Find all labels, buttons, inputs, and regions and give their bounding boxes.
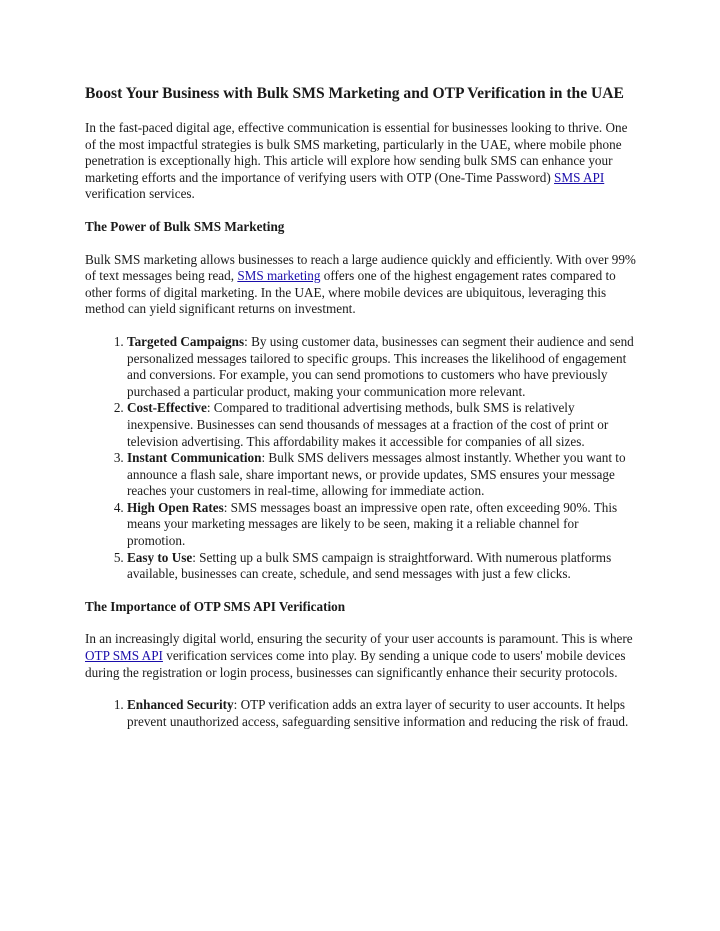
- list-item-term: Easy to Use: [127, 549, 193, 565]
- intro-paragraph: [85, 120, 637, 203]
- list-item: [127, 697, 637, 730]
- list-item: [127, 334, 637, 400]
- benefits-list: [85, 334, 637, 583]
- section1-paragraph: [85, 252, 637, 318]
- list-item-term: High Open Rates: [127, 499, 224, 515]
- section1-text: Bulk SMS marketing allows businesses to reach a large audience quickly and efficiently. With over 99% of text messages being read,: [85, 251, 636, 284]
- list-item-term: Enhanced Security: [127, 697, 234, 713]
- intro-text: In the fast-paced digital age, effective communication is essential for businesses looking to thrive. One of the most impactful strategies is bulk SMS marketing, particularly in the UAE, where mobile phone penetration is exceptionally high. This article will explore how sending bulk SMS can enhance your marketing efforts and the importance of verifying users with OTP (One-Time Password): [85, 120, 628, 185]
- list-item: [127, 550, 637, 583]
- list-item-term: Targeted Campaigns: [127, 333, 245, 349]
- list-item: [127, 400, 637, 450]
- list-item-text: : By using customer data, businesses can segment their audience and send personalized messages tailored to specific groups. This increases the likelihood of engagement and conversions. For example, you can send promotions to customers who have previously purchased a particular product, making your communication more relevant.: [127, 333, 634, 399]
- document-page: [85, 84, 637, 746]
- list-item-term: Instant Communication: [127, 450, 262, 466]
- sms-api-link[interactable]: SMS API: [554, 169, 605, 185]
- list-item-text: : Setting up a bulk SMS campaign is straightforward. With numerous platforms available, businesses can create, schedule, and send messages with just a few clicks.: [127, 549, 612, 582]
- list-item-text: : Compared to traditional advertising methods, bulk SMS is relatively inexpensive. Businesses can send thousands of messages at a fraction of the cost of print or television advertising. This affordability makes it accessible for companies of all sizes.: [127, 400, 609, 449]
- section-heading-power: The Power of Bulk SMS Marketing: [85, 218, 285, 234]
- sms-marketing-link[interactable]: SMS marketing: [237, 268, 321, 284]
- section2-text-end: verification services come into play. By sending a unique code to users' mobile devices during the registration or login process, businesses can significantly enhance their security protocols.: [85, 648, 626, 680]
- list-item-text: : SMS messages boast an impressive open rate, often exceeding 90%. This means your marketing messages are likely to be seen, making it a reliable channel for promotion.: [127, 499, 618, 549]
- section-heading-otp: The Importance of OTP SMS API Verification: [85, 598, 346, 614]
- section1-text-end: offers one of the highest engagement rates compared to other forms of digital marketing. In the UAE, where mobile devices are ubiquitous, leveraging this method can yield significant returns on investment.: [85, 268, 616, 317]
- list-item-text: : OTP verification adds an extra layer of security to user accounts. It helps prevent unauthorized access, safeguarding sensitive information and reducing the risk of fraud.: [127, 697, 629, 729]
- list-item: [127, 500, 637, 550]
- list-item-term: Cost-Effective: [127, 400, 207, 416]
- list-item-text: : Bulk SMS delivers messages almost instantly. Whether you want to announce a flash sale, share important news, or provide updates, SMS ensures your message reaches your customers in real-time, allowing for immediate action.: [127, 450, 626, 499]
- section2-paragraph: [85, 631, 637, 681]
- otp-benefits-list: [85, 697, 637, 730]
- list-item: [127, 450, 637, 500]
- section2-text: In an increasingly digital world, ensuring the security of your user accounts is paramount. This is where: [85, 631, 633, 647]
- otp-sms-api-link[interactable]: OTP SMS API: [85, 648, 163, 664]
- intro-text-end: verification services.: [85, 186, 195, 202]
- document-title: Boost Your Business with Bulk SMS Marketing and OTP Verification in the UAE: [85, 85, 624, 102]
